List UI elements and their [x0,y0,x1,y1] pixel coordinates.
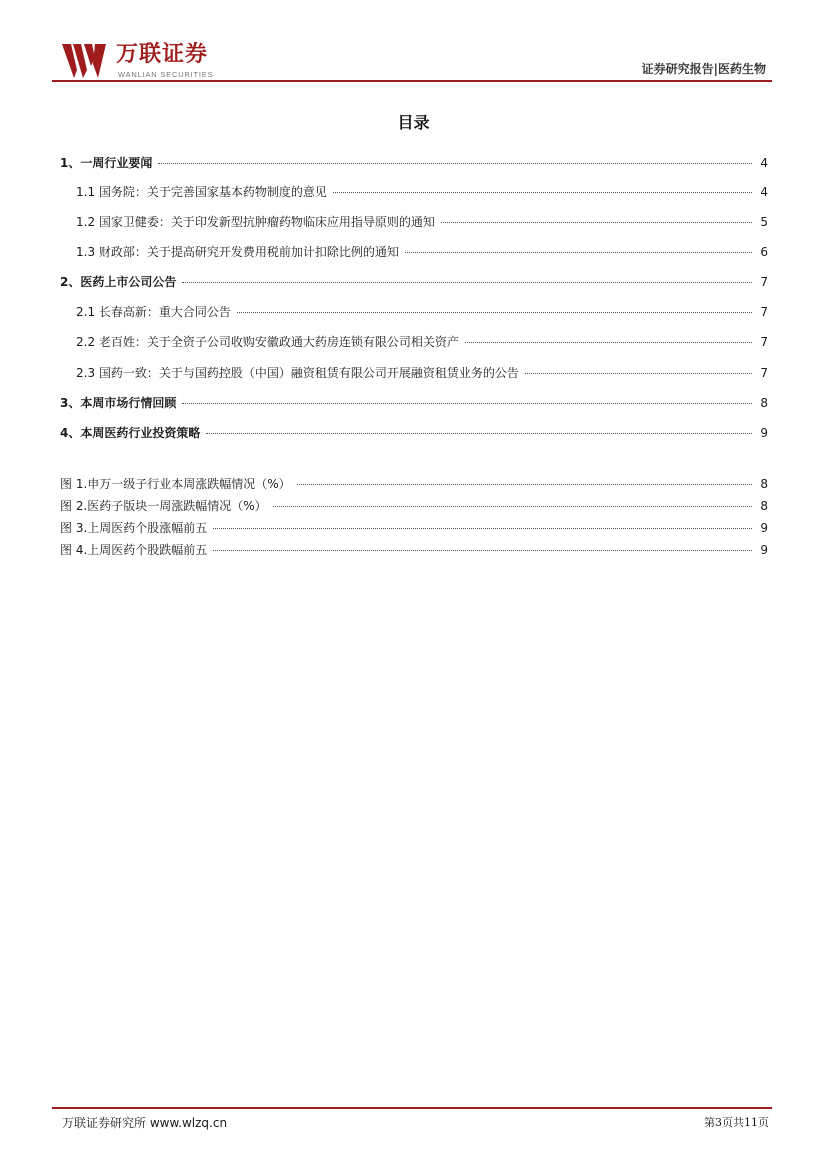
company-logo [62,42,262,82]
toc-dot-leader [441,222,752,223]
toc-entry-1-1[interactable] [76,183,768,203]
footer-page-indicator: 第3页共11页 [704,1116,769,1129]
toc-entry-1-2[interactable] [76,213,768,233]
figure-entry-1[interactable] [60,475,768,495]
toc-dot-leader [273,506,752,507]
toc-dot-leader [297,484,752,485]
toc-entry-1-3[interactable] [76,243,768,263]
figure-entry-2[interactable] [60,497,768,517]
report-category: 证券研究报告|医药生物 [641,62,766,76]
toc-dot-leader [213,550,752,551]
toc-entry-3[interactable] [60,394,768,414]
toc-page-number: 9 [760,426,768,440]
toc-dot-leader [405,252,752,253]
toc-entry-2[interactable] [60,273,768,293]
figure-entry-label: 图 4.上周医药个股跌幅前五 [60,543,208,557]
toc-dot-leader [206,433,752,434]
toc-dot-leader [525,373,752,374]
toc-page-number: 7 [760,366,768,380]
toc-page-number: 7 [760,335,768,349]
toc-entry-4[interactable] [60,424,768,444]
toc-entry-label: 1、一周行业要闻 [60,156,153,170]
toc-entry-label: 3、本周市场行情回顾 [60,396,177,410]
toc-page-number: 6 [760,245,768,259]
toc-entry-label: 2.2 老百姓：关于全资子公司收购安徽政通大药房连锁有限公司相关资产 [76,335,459,349]
figure-page-number: 8 [760,477,768,491]
logo-chinese-name: 万联证券 [116,42,209,67]
toc-entry-label: 4、本周医药行业投资策略 [60,426,201,440]
figure-page-number: 9 [760,521,768,535]
toc-entry-label: 1.1 国务院：关于完善国家基本药物制度的意见 [76,185,327,199]
toc-entry-label: 2、医药上市公司公告 [60,275,177,289]
toc-dot-leader [158,163,752,164]
toc-page-number: 8 [760,396,768,410]
toc-entry-2-1[interactable] [76,303,768,323]
toc-entry-1[interactable] [60,154,768,174]
toc-page-number: 4 [760,185,768,199]
toc-dot-leader [213,528,752,529]
figure-entry-label: 图 1.申万一级子行业本周涨跌幅情况（%） [60,477,291,491]
toc-entry-label: 1.2 国家卫健委：关于印发新型抗肿瘤药物临床应用指导原则的通知 [76,215,435,229]
toc-entry-label: 2.1 长春高新：重大合同公告 [76,305,231,319]
logo-english-name: WANLIAN SECURITIES [118,70,214,79]
figure-entry-label: 图 3.上周医药个股涨幅前五 [60,521,208,535]
toc-page-number: 7 [760,275,768,289]
toc-entry-2-2[interactable] [76,333,768,353]
page-header [52,38,772,82]
toc-entry-label: 2.3 国药一致：关于与国药控股（中国）融资租赁有限公司开展融资租赁业务的公告 [76,366,519,380]
toc-page-number: 7 [760,305,768,319]
footer-divider [52,1107,772,1109]
toc-dot-leader [182,282,752,283]
header-divider [52,80,772,82]
toc-title: 目录 [397,113,430,132]
toc-page-number: 4 [760,156,768,170]
figure-entry-3[interactable] [60,519,768,539]
toc-dot-leader [237,312,752,313]
toc-dot-leader [465,342,752,343]
toc-dot-leader [333,192,752,193]
figure-page-number: 9 [760,543,768,557]
figure-page-number: 8 [760,499,768,513]
toc-dot-leader [182,403,752,404]
footer-source: 万联证券研究所 www.wlzq.cn [62,1116,228,1130]
toc-page-number: 5 [760,215,768,229]
figure-entry-4[interactable] [60,541,768,561]
figure-entry-label: 图 2.医药子版块一周涨跌幅情况（%） [60,499,267,513]
wanlian-logo-icon [62,42,108,80]
toc-entry-label: 1.3 财政部：关于提高研究开发费用税前加计扣除比例的通知 [76,245,399,259]
toc-entry-2-3[interactable] [76,364,768,384]
